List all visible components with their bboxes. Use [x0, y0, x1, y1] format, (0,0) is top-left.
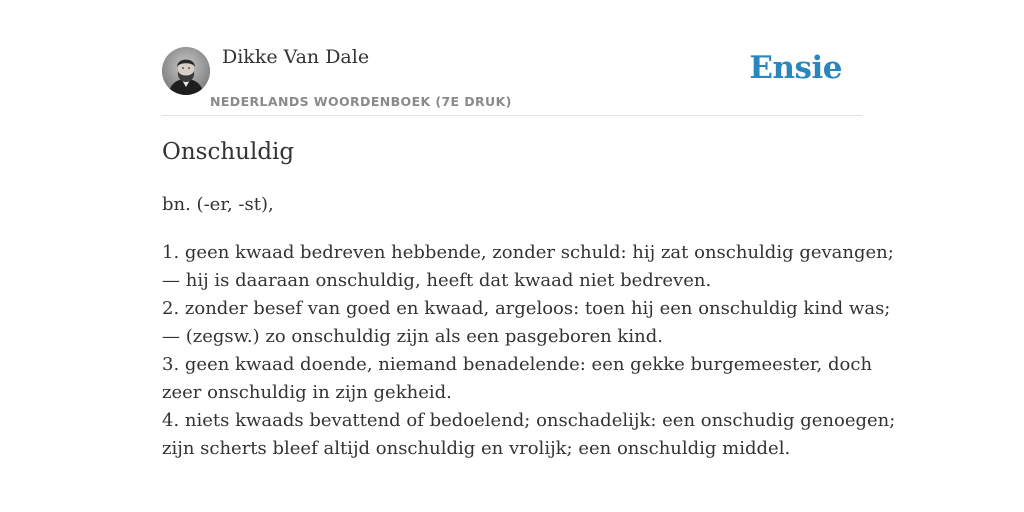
entry-definition: [162, 239, 896, 463]
definition-line: — hij is daaraan onschuldig, heeft dat kwaad niet bedreven.: [162, 270, 712, 291]
author-avatar[interactable]: [162, 47, 210, 95]
definition-line: zijn scherts bleef altijd onschuldig en vrolijk; een onschuldig middel.: [162, 438, 791, 459]
definition-line: 2. zonder besef van goed en kwaad, argeloos: toen hij een onschuldig kind was;: [162, 298, 891, 319]
portrait-image: [162, 47, 210, 95]
ensie-logo[interactable]: Ensie: [749, 50, 842, 86]
author-name[interactable]: Dikke Van Dale: [222, 46, 370, 68]
definition-line: 1. geen kwaad bedreven hebbende, zonder schuld: hij zat onschuldig gevangen;: [162, 242, 894, 263]
entry-title: Onschuldig: [162, 139, 295, 165]
dictionary-source[interactable]: NEDERLANDS WOORDENBOEK (7E DRUK): [210, 94, 512, 109]
entry-header: [162, 44, 862, 116]
definition-line: 4. niets kwaads bevattend of bedoelend; onschadelijk: een onschudig genoegen;: [162, 410, 896, 431]
entry-grammar: bn. (-er, -st),: [162, 194, 274, 215]
definition-line: — (zegsw.) zo onschuldig zijn als een pasgeboren kind.: [162, 326, 663, 347]
definition-line: 3. geen kwaad doende, niemand benadelende: een gekke burgemeester, doch: [162, 354, 873, 375]
definition-line: zeer onschuldig in zijn gekheid.: [162, 382, 452, 403]
entry-card: [162, 44, 896, 459]
